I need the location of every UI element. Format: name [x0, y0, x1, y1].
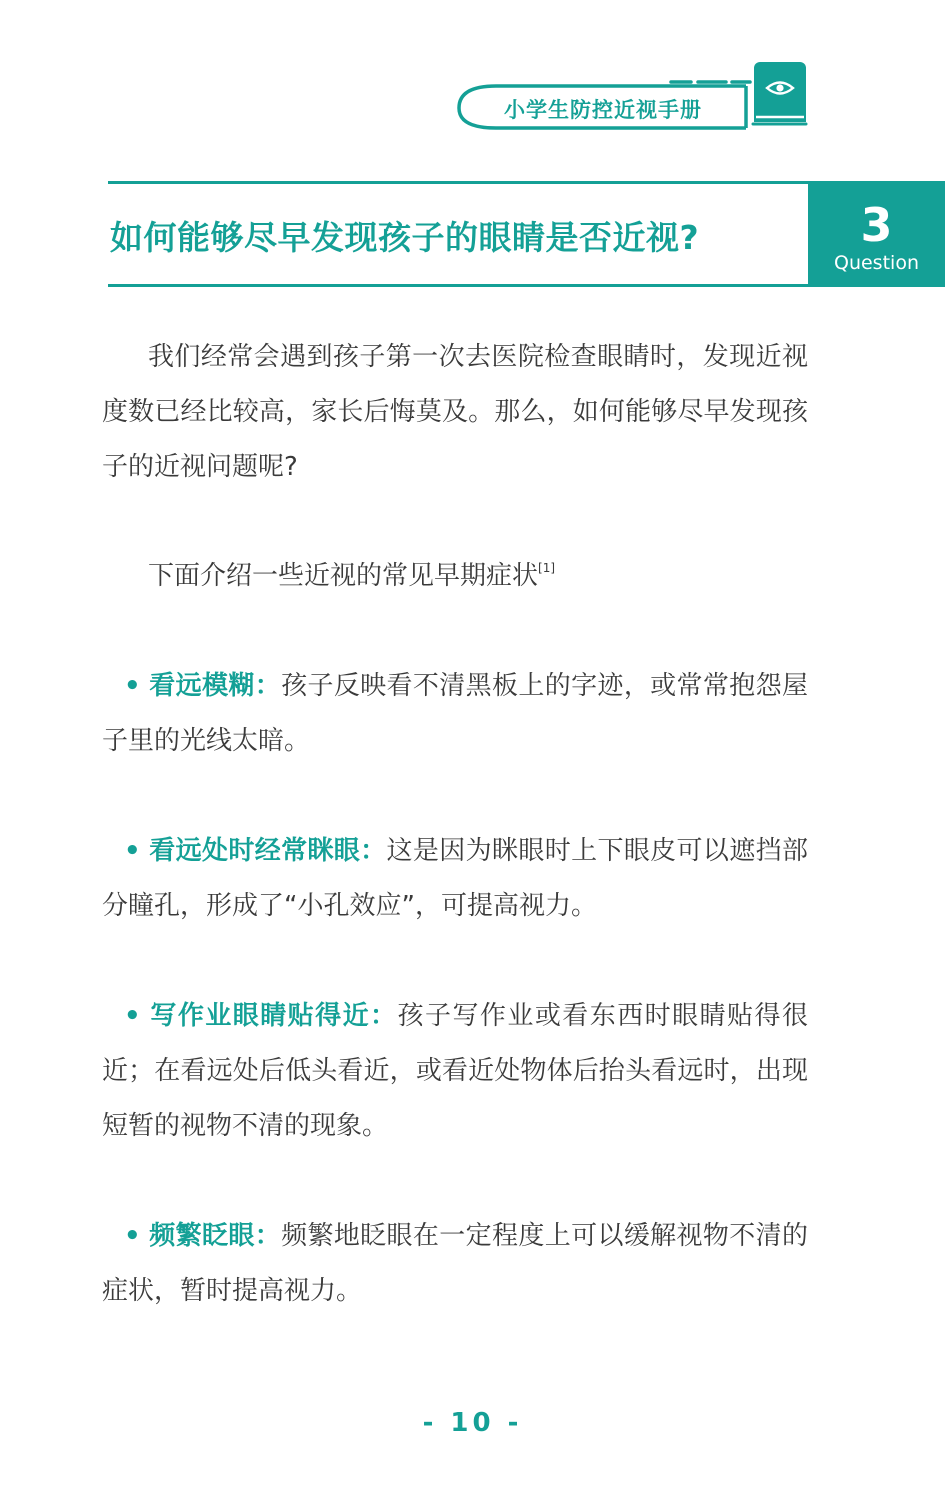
- symptom-term: 频繁眨眼：: [149, 1221, 282, 1251]
- lead-text: 下面介绍一些近视的常见早期症状: [148, 561, 539, 591]
- symptom-term: 看远模糊：: [149, 671, 282, 701]
- symptom-item: [102, 824, 808, 934]
- bullet-icon: •: [124, 836, 141, 866]
- symptom-text: 频繁地眨眼在一定程度上可以缓解视物不清的症状，暂时提高视力。: [102, 1221, 808, 1306]
- symptom-text: 这是因为眯眼时上下眼皮可以遮挡部分瞳孔，形成了“小孔效应”，可提高视力。: [102, 836, 808, 921]
- reference-mark: [1]: [538, 561, 556, 575]
- symptom-text: 孩子反映看不清黑板上的字迹，或常常抱怨屋子里的光线太暗。: [102, 671, 808, 756]
- symptom-item: [102, 1209, 808, 1319]
- symptom-item: [102, 659, 808, 769]
- question-bottom-rule: [108, 284, 808, 287]
- book-title: 小学生防控近视手册: [504, 98, 702, 122]
- symptom-item: [102, 989, 808, 1154]
- page-number: - 10 -: [422, 1408, 523, 1438]
- lead-paragraph: [102, 549, 808, 604]
- symptom-term: 写作业眼睛贴得近：: [150, 1001, 398, 1031]
- eye-icon: [765, 78, 795, 98]
- book-title-badge: [456, 62, 808, 130]
- bullet-icon: •: [124, 671, 141, 701]
- question-top-rule: [108, 181, 808, 184]
- intro-paragraph: 我们经常会遇到孩子第一次去医院检查眼睛时，发现近视度数已经比较高，家长后悔莫及。那么，如何能够尽早发现孩子的近视问题呢?: [102, 342, 808, 482]
- question-title: 如何能够尽早发现孩子的眼睛是否近视?: [110, 218, 700, 257]
- symptom-text: 孩子写作业或看东西时眼睛贴得很近；在看远处后低头看近，或看近处物体后抬头看远时，出现短暂的视物不清的现象。: [102, 1001, 808, 1141]
- question-number-box: [808, 181, 945, 287]
- bullet-icon: •: [124, 1221, 141, 1251]
- question-label: Question: [834, 252, 919, 274]
- bullet-icon: •: [124, 1001, 141, 1031]
- symptom-term: 看远处时经常眯眼：: [149, 836, 387, 866]
- question-number: 3: [860, 198, 893, 252]
